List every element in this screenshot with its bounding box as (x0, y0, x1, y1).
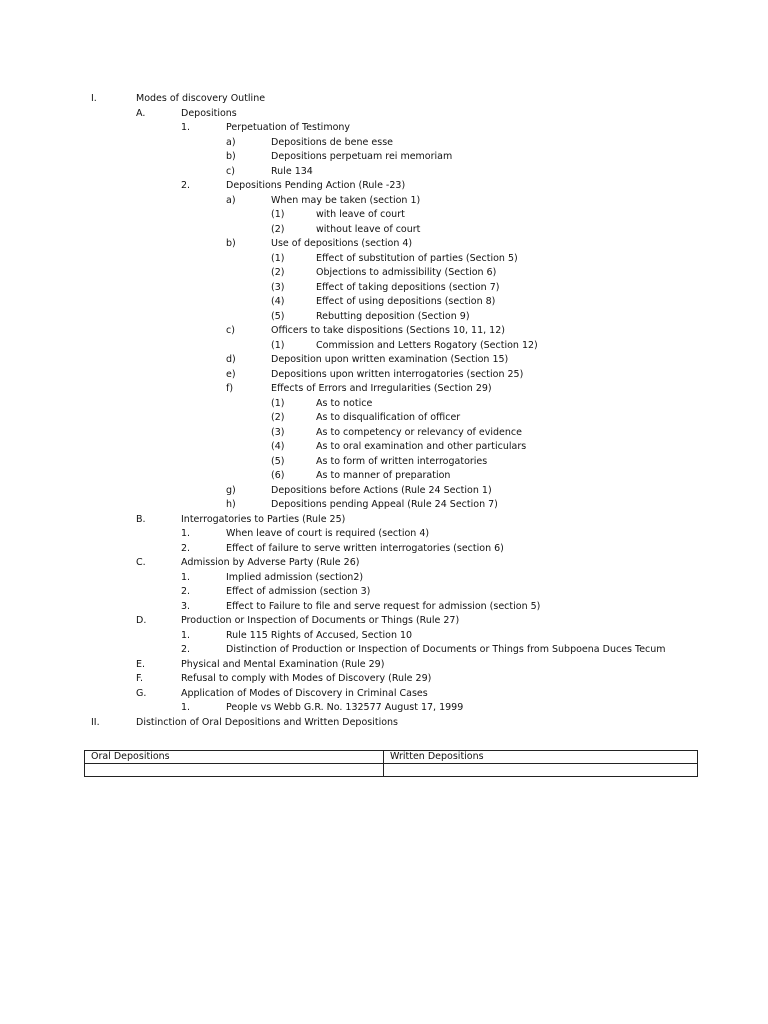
outline-item-number: A. (136, 107, 146, 119)
outline-item-text: Effect of failure to serve written interrogatories (section 6) (226, 542, 504, 554)
outline-item-text: Commission and Letters Rogatory (Section 12) (316, 339, 538, 351)
outline-item-text: Effect to Failure to file and serve request for admission (section 5) (226, 600, 541, 612)
outline-item-number: 1. (181, 571, 191, 583)
outline-item-text: Application of Modes of Discovery in Criminal Cases (181, 687, 428, 699)
outline-item (0, 455, 768, 470)
outline-item-text: Depositions before Actions (Rule 24 Section 1) (271, 484, 492, 496)
outline-item (0, 382, 768, 397)
outline-item-text: Interrogatories to Parties (Rule 25) (181, 513, 346, 525)
outline-item-number: (4) (271, 296, 285, 307)
outline-item-number: (1) (271, 339, 285, 351)
outline-item-number: 1. (181, 629, 191, 641)
outline-item (0, 484, 768, 499)
table-header-oral: Oral Depositions (85, 751, 384, 764)
outline-item (0, 687, 768, 702)
outline-item-number: (5) (271, 310, 285, 322)
outline-item-text: Rule 134 (271, 165, 313, 177)
outline-item (0, 701, 768, 716)
outline-item (0, 426, 768, 441)
outline-item (0, 397, 768, 412)
outline-item-number: a) (226, 194, 236, 206)
outline-item-number: b) (226, 151, 236, 162)
outline-item (0, 368, 768, 383)
outline-item-text: Depositions upon written interrogatories (section 25) (271, 368, 524, 380)
outline-item (0, 107, 768, 122)
outline-item (0, 716, 768, 731)
outline-item-number: 3. (181, 600, 191, 612)
outline-item (0, 469, 768, 484)
outline-item (0, 121, 768, 136)
outline-item (0, 440, 768, 455)
outline-item-text: Physical and Mental Examination (Rule 29) (181, 658, 385, 670)
outline-item-text: Depositions (181, 107, 237, 119)
outline-item-text: Depositions Pending Action (Rule -23) (226, 180, 406, 191)
outline-item-number: 2. (181, 644, 191, 655)
outline-item-text: without leave of court (316, 223, 421, 235)
outline-item-text: Distinction of Production or Inspection of Documents or Things from Subpoena Duces Tecum (226, 644, 666, 655)
outline-item (0, 179, 768, 194)
outline-item-number: (4) (271, 441, 285, 452)
outline-item-text: with leave of court (316, 209, 405, 220)
outline-item (0, 223, 768, 238)
outline-item-text: As to manner of preparation (316, 470, 451, 481)
outline-item-text: Depositions perpetuam rei memoriam (271, 151, 453, 162)
outline-item-number: F. (136, 673, 143, 684)
outline-item-text: When leave of court is required (section 4) (226, 528, 430, 539)
outline-item-number: (2) (271, 223, 285, 235)
table-header-written: Written Depositions (384, 751, 698, 764)
outline-item-number: (2) (271, 267, 285, 278)
outline-item-text: Officers to take dispositions (Sections 10, 11, 12) (271, 325, 505, 336)
outline-item-text: Depositions de bene esse (271, 136, 394, 148)
outline-item-number: 2. (181, 542, 191, 554)
outline-item (0, 571, 768, 586)
outline-item-text: As to oral examination and other particulars (316, 441, 527, 452)
outline-item-number: B. (136, 513, 146, 525)
outline-item-text: Refusal to comply with Modes of Discovery (Rule 29) (181, 673, 432, 684)
outline-item-number: (1) (271, 252, 285, 264)
outline-item (0, 92, 768, 107)
outline-item-number: I. (91, 93, 97, 104)
outline-item (0, 629, 768, 644)
outline-item-number: D. (136, 615, 147, 626)
outline-item-text: Use of depositions (section 4) (271, 238, 413, 249)
outline-item (0, 252, 768, 267)
outline-item-number: a) (226, 136, 236, 148)
outline-item (0, 600, 768, 615)
outline-item-text: Effect of using depositions (section 8) (316, 296, 496, 307)
outline-item (0, 658, 768, 673)
outline-item-text: As to disqualification of officer (316, 412, 461, 423)
outline-item-number: c) (226, 165, 235, 177)
outline-item-number: (3) (271, 426, 285, 438)
table-row (85, 764, 698, 777)
outline-item-number: f) (226, 383, 234, 394)
outline-item-number: 1. (181, 122, 191, 133)
outline-item (0, 310, 768, 325)
outline-item-number: E. (136, 658, 146, 670)
outline-item (0, 585, 768, 600)
outline-item-number: C. (136, 557, 146, 568)
outline-item (0, 136, 768, 151)
outline-item-number: (6) (271, 470, 285, 481)
outline-item-number: h) (226, 499, 236, 510)
outline-item (0, 513, 768, 528)
outline-item-number: (1) (271, 209, 285, 220)
outline-item-text: Rule 115 Rights of Accused, Section 10 (226, 629, 413, 641)
table-cell (85, 764, 384, 777)
outline-item-text: Deposition upon written examination (Section 15) (271, 354, 509, 365)
outline-item-number: G. (136, 687, 147, 699)
outline-item (0, 237, 768, 252)
outline-item-text: As to notice (316, 397, 373, 409)
outline-item-text: Depositions pending Appeal (Rule 24 Section 7) (271, 499, 498, 510)
outline-item-text: Production or Inspection of Documents or Things (Rule 27) (181, 615, 460, 626)
outline-item-text: Modes of discovery Outline (136, 93, 266, 104)
outline-item (0, 194, 768, 209)
outline-item (0, 527, 768, 542)
outline-item-number: (5) (271, 455, 285, 467)
outline-item-text: When may be taken (section 1) (271, 194, 421, 206)
outline-item (0, 614, 768, 629)
outline-item-text: Rebutting deposition (Section 9) (316, 310, 470, 322)
outline-item-text: Effect of substitution of parties (Section 5) (316, 252, 518, 264)
outline-item (0, 165, 768, 180)
outline-item-text: As to competency or relevancy of evidence (316, 426, 522, 438)
outline-item (0, 542, 768, 557)
outline-item-text: Admission by Adverse Party (Rule 26) (181, 557, 360, 568)
outline-item-text: Implied admission (section2) (226, 571, 364, 583)
outline-item (0, 339, 768, 354)
outline-item-number: 1. (181, 528, 191, 539)
table-header-row (85, 751, 698, 764)
outline-item (0, 208, 768, 223)
outline-item-number: g) (226, 484, 236, 496)
outline-item-number: 2. (181, 180, 191, 191)
outline-item-text: As to form of written interrogatories (316, 455, 488, 467)
outline-item-number: d) (226, 354, 236, 365)
outline-item (0, 281, 768, 296)
outline-item-number: 2. (181, 586, 191, 597)
outline-item-text: Effect of admission (section 3) (226, 586, 371, 597)
outline-item (0, 266, 768, 281)
outline-item-number: b) (226, 238, 236, 249)
outline-item-text: Objections to admissibility (Section 6) (316, 267, 497, 278)
outline-item (0, 295, 768, 310)
outline-item-text: Perpetuation of Testimony (226, 122, 351, 133)
outline-item (0, 556, 768, 571)
outline-item-number: e) (226, 368, 236, 380)
outline-item (0, 672, 768, 687)
table-cell (384, 764, 698, 777)
outline-item-text: Effect of taking depositions (section 7) (316, 281, 500, 293)
outline-item (0, 498, 768, 513)
outline-item-number: II. (91, 716, 100, 728)
outline-item-number: (2) (271, 412, 285, 423)
outline-item (0, 411, 768, 426)
outline-list (0, 92, 768, 730)
outline-item-text: Distinction of Oral Depositions and Written Depositions (136, 716, 399, 728)
outline-item-number: 1. (181, 702, 191, 713)
outline-item-number: c) (226, 325, 235, 336)
outline-item (0, 353, 768, 368)
comparison-table (84, 750, 698, 777)
outline-item-text: People vs Webb G.R. No. 132577 August 17, 1999 (226, 702, 464, 713)
outline-item-number: (3) (271, 281, 285, 293)
outline-item (0, 324, 768, 339)
outline-item-number: (1) (271, 397, 285, 409)
outline-item (0, 150, 768, 165)
outline-item (0, 643, 768, 658)
outline-item-text: Effects of Errors and Irregularities (Section 29) (271, 383, 492, 394)
